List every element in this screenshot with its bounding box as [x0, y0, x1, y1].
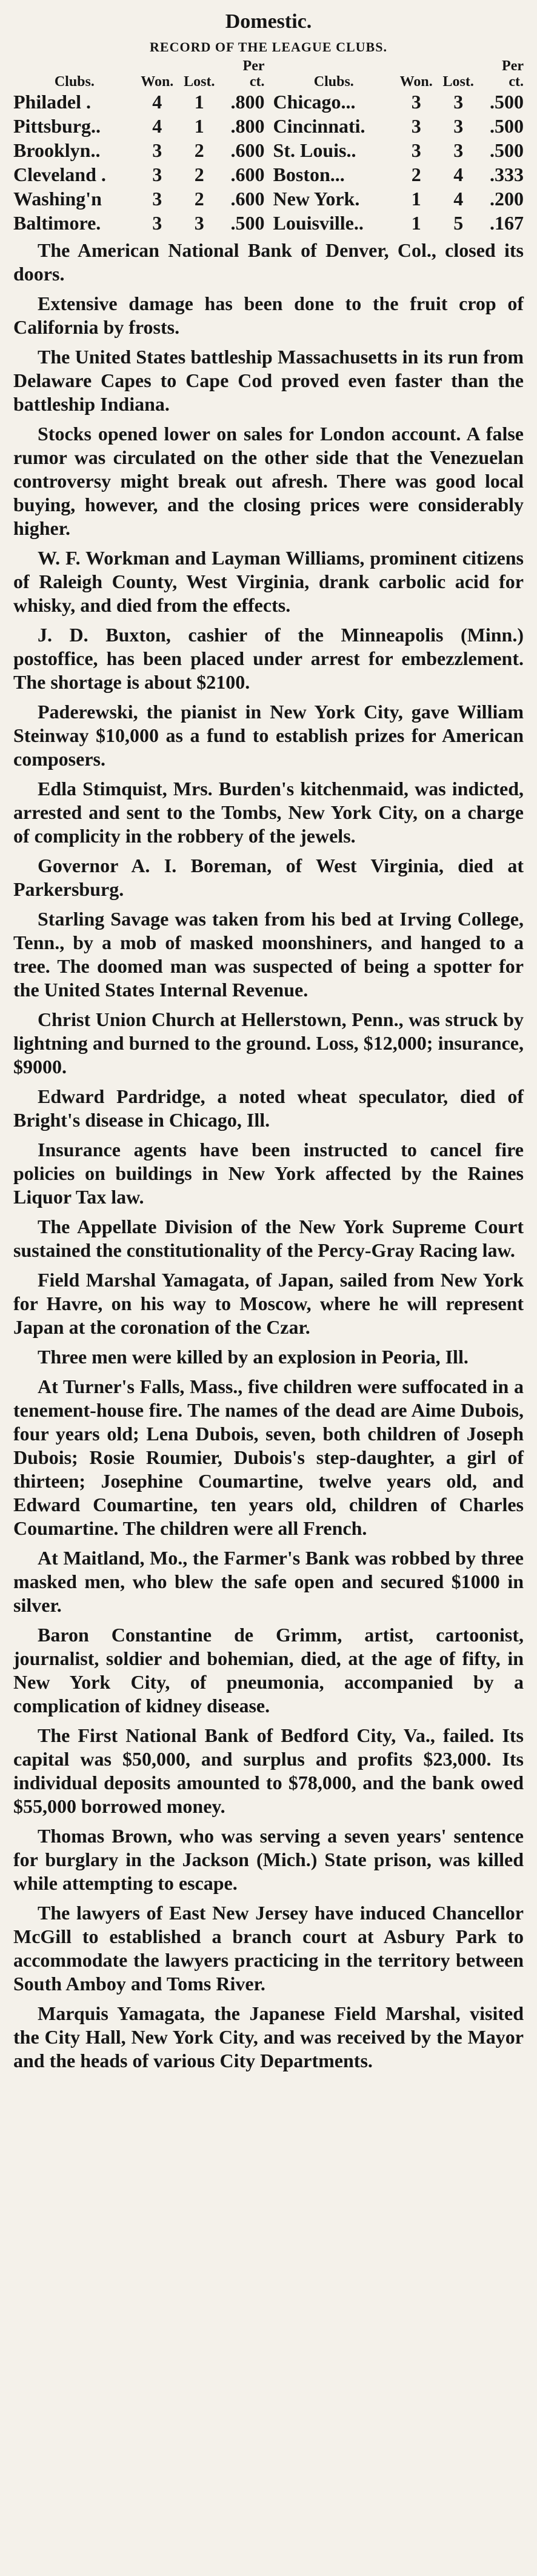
right-club: Louisville..	[273, 212, 364, 234]
header-pct-left-bottom: ct.	[249, 74, 265, 90]
left-pct: .800	[230, 115, 265, 137]
news-item: Marquis Yamagata, the Japanese Field Marshal, visited the City Hall, New York City, and was received by the Mayor and the heads of various City Departments.	[13, 2002, 524, 2071]
news-item: Starling Savage was taken from his bed at Irving College, Tenn., by a mob of masked moonshiners, and hanged to a tree. The doomed man was suspected of being a spotter for the United States Internal Revenue.	[13, 908, 524, 1001]
row-gap	[265, 187, 273, 211]
left-pct: .500	[230, 212, 265, 234]
standings-row	[13, 114, 524, 138]
right-lost: 3	[453, 115, 464, 137]
right-club: Chicago...	[273, 91, 356, 113]
left-club: Brooklyn..	[13, 139, 101, 161]
right-pct: .167	[490, 212, 524, 234]
news-items	[13, 239, 524, 2073]
row-gap	[265, 211, 273, 235]
right-won: 3	[411, 91, 421, 113]
right-pct: .500	[490, 139, 524, 161]
news-item: Governor A. I. Boreman, of West Virginia, died at Parkersburg.	[13, 855, 524, 900]
news-item: The American National Bank of Denver, Col., closed its doors.	[13, 239, 524, 285]
news-item: Christ Union Church at Hellerstown, Penn., was struck by lightning and burned to the ground. Loss, $12,000; insurance, $9000.	[13, 1008, 524, 1078]
right-lost: 3	[453, 139, 464, 161]
right-club: Boston...	[273, 164, 345, 185]
news-item: Edward Pardridge, a noted wheat speculator, died of Bright's disease in Chicago, Ill.	[13, 1085, 524, 1131]
standings-title: RECORD OF THE LEAGUE CLUBS.	[150, 39, 387, 55]
right-won: 1	[411, 212, 421, 234]
news-item: Field Marshal Yamagata, of Japan, sailed from New York for Havre, on his way to Moscow, where he will represent Japan at the coronation of the Czar.	[13, 1269, 524, 1338]
header-won-right: Won.	[399, 74, 433, 90]
standings-row	[13, 187, 524, 211]
right-pct: .500	[490, 115, 524, 137]
right-won: 2	[411, 164, 421, 185]
left-won: 3	[152, 188, 162, 210]
header-lost-right: Lost.	[442, 74, 474, 90]
news-item: The United States battleship Massachusetts in its run from Delaware Capes to Cape Cod proved even faster than the battleship Indiana.	[13, 346, 524, 415]
left-lost: 2	[194, 164, 204, 185]
left-club: Cleveland .	[13, 164, 106, 185]
right-club: Cincinnati.	[273, 115, 365, 137]
news-item: Thomas Brown, who was serving a seven years' sentence for burglary in the Jackson (Mich.) State prison, was killed while attempting to escape.	[13, 1825, 524, 1894]
header-clubs-right: Clubs.	[313, 74, 354, 90]
news-item: Paderewski, the pianist in New York City, gave William Steinway $10,000 as a fund to establish prizes for American composers.	[13, 701, 524, 770]
header-pct-right-bottom: ct.	[509, 74, 524, 90]
header-clubs-left: Clubs.	[54, 74, 95, 90]
header-pct-right-top: Per	[502, 58, 524, 74]
row-gap	[265, 138, 273, 162]
left-pct: .600	[230, 164, 265, 185]
right-club: St. Louis..	[273, 139, 356, 161]
league-standings-table	[13, 58, 524, 235]
row-gap	[265, 162, 273, 187]
left-won: 4	[152, 115, 162, 137]
left-lost: 2	[194, 188, 204, 210]
news-item: Baron Constantine de Grimm, artist, cartoonist, journalist, soldier and bohemian, died, at the age of fifty, in New York City, of pneumonia, accompanied by a complication of kidney disease.	[13, 1624, 524, 1717]
right-pct: .500	[490, 91, 524, 113]
news-item: Three men were killed by an explosion in Peoria, Ill.	[38, 1346, 469, 1368]
left-club: Philadel .	[13, 91, 92, 113]
right-lost: 5	[453, 212, 464, 234]
header-pct-right	[479, 58, 524, 90]
left-club: Baltimore.	[13, 212, 101, 234]
left-won: 4	[152, 91, 162, 113]
standings-row	[13, 138, 524, 162]
standings-row	[13, 211, 524, 235]
right-lost: 3	[453, 91, 464, 113]
left-won: 3	[152, 164, 162, 185]
right-lost: 4	[453, 188, 464, 210]
section-title: Domestic.	[225, 10, 312, 33]
left-won: 3	[152, 212, 162, 234]
right-pct: .333	[490, 164, 524, 185]
news-item: The lawyers of East New Jersey have induced Chancellor McGill to established a branch court at Asbury Park to accommodate the lawyers practicing in the territory between South Amboy and Toms River.	[13, 1902, 524, 1995]
row-gap	[265, 114, 273, 138]
standings-row	[13, 90, 524, 114]
left-club: Pittsburg..	[13, 115, 101, 137]
header-pct-left	[220, 58, 265, 90]
left-lost: 2	[194, 139, 204, 161]
news-item: At Maitland, Mo., the Farmer's Bank was robbed by three masked men, who blew the safe open and secured $1000 in silver.	[13, 1547, 524, 1616]
news-item: J. D. Buxton, cashier of the Minneapolis (Minn.) postoffice, has been placed under arrest for embezzlement. The shortage is about $2100.	[13, 624, 524, 693]
left-pct: .600	[230, 188, 265, 210]
right-pct: .200	[490, 188, 524, 210]
left-pct: .600	[230, 139, 265, 161]
news-item: Extensive damage has been done to the fruit crop of California by frosts.	[13, 293, 524, 338]
left-lost: 3	[194, 212, 204, 234]
right-lost: 4	[453, 164, 464, 185]
left-lost: 1	[194, 115, 204, 137]
standings-row	[13, 162, 524, 187]
header-gap	[265, 58, 273, 90]
news-item: Stocks opened lower on sales for London account. A false rumor was circulated on the other side that the Venezuelan controversy might break out afresh. There was good local buying, however, and the closing prices were considerably higher.	[13, 423, 524, 539]
left-won: 3	[152, 139, 162, 161]
standings-header-row	[13, 58, 524, 90]
right-won: 1	[411, 188, 421, 210]
left-club: Washing'n	[13, 188, 102, 210]
right-won: 3	[411, 139, 421, 161]
right-won: 3	[411, 115, 421, 137]
left-lost: 1	[194, 91, 204, 113]
news-item: At Turner's Falls, Mass., five children were suffocated in a tenement-house fire. The names of the dead are Aime Dubois, four years old; Lena Dubois, seven, both children of Joseph Dubois; Rosie Roumier, Dubois's step-daughter, a girl of thirteen; Josephine Coumartine, twelve years old, and Edward Coumartine, ten years old, children of Charles Coumartine. The children were all French.	[13, 1376, 524, 1539]
header-won-left: Won.	[141, 74, 174, 90]
news-item: W. F. Workman and Layman Williams, prominent citizens of Raleigh County, West Virginia, drank carbolic acid for whisky, and died from the effects.	[13, 547, 524, 616]
right-club: New York.	[273, 188, 360, 210]
row-gap	[265, 90, 273, 114]
news-item: The First National Bank of Bedford City, Va., failed. Its capital was $50,000, and surplus and profits $23,000. Its individual deposits amounted to $78,000, and the bank owed $55,000 borrowed money.	[13, 1724, 524, 1817]
header-pct-left-top: Per	[242, 58, 265, 74]
news-item: Edla Stimquist, Mrs. Burden's kitchenmaid, was indicted, arrested and sent to the Tombs, New York City, on a charge of complicity in the robbery of the jewels.	[13, 778, 524, 847]
header-lost-left: Lost.	[184, 74, 215, 90]
news-item: Insurance agents have been instructed to cancel fire policies on buildings in New York affected by the Raines Liquor Tax law.	[13, 1139, 524, 1208]
left-pct: .800	[230, 91, 265, 113]
news-item: The Appellate Division of the New York Supreme Court sustained the constitutionality of the Percy-Gray Racing law.	[13, 1216, 524, 1261]
